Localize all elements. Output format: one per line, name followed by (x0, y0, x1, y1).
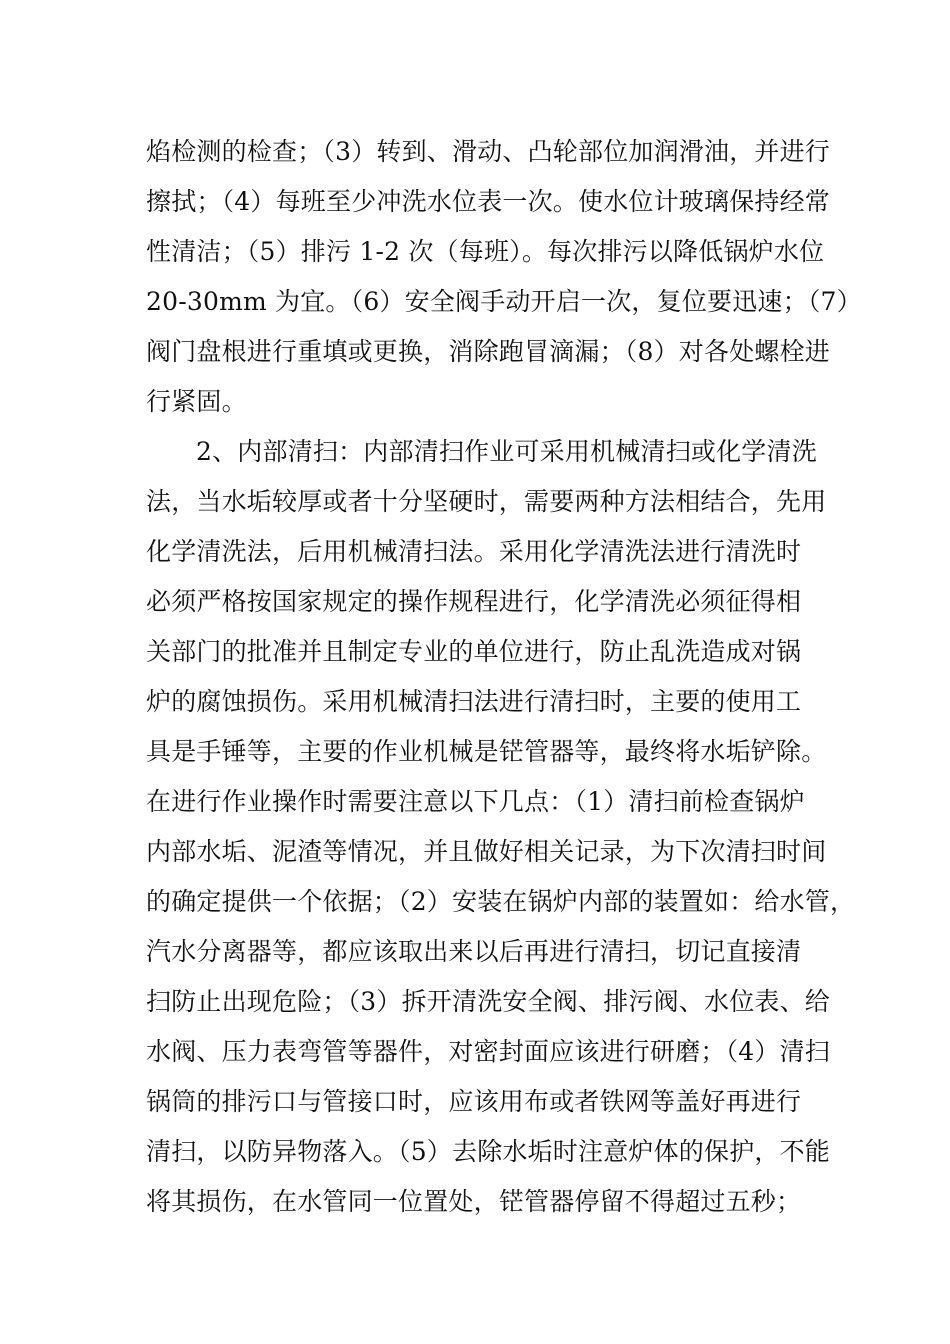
text-line: 性清洁；（5）排污 1-2 次（每班）。每次排污以降低锅炉水位 (146, 237, 825, 266)
text-line: 行紧固。 (146, 387, 247, 416)
body-text (146, 127, 862, 1227)
text-line: 内部水垢、泥渣等情况，并且做好相关记录，为下次清扫时间 (146, 837, 827, 866)
text-line: 将其损伤，在水管同一位置处，铓管器停留不得超过五秒； (146, 1187, 802, 1216)
paragraph-start-line: 2、内部清扫：内部清扫作业可采用机械清扫或化学清洗 (196, 437, 817, 466)
text-line: 化学清洗法，后用机械清扫法。采用化学清洗法进行清洗时 (146, 537, 802, 566)
text-line: 20-30mm 为宜。（6）安全阀手动开启一次，复位要迅速；（7） (146, 287, 862, 316)
text-line: 炉的腐蚀损伤。采用机械清扫法进行清扫时，主要的使用工 (146, 687, 802, 716)
text-line: 锅筒的排污口与管接口时，应该用布或者铁网等盖好再进行 (146, 1087, 802, 1116)
text-line: 擦拭；（4）每班至少冲洗水位表一次。使水位计玻璃保持经常 (146, 187, 831, 216)
text-line: 扫防止出现危险；（3）拆开清洗安全阀、排污阀、水位表、给 (146, 987, 831, 1016)
text-line: 关部门的批准并且制定专业的单位进行，防止乱洗造成对锅 (146, 637, 802, 666)
text-line: 阀门盘根进行重填或更换，消除跑冒滴漏；（8）对各处螺栓进 (146, 337, 831, 366)
text-line: 的确定提供一个依据；（2）安装在锅炉内部的装置如：给水管， (146, 887, 856, 916)
text-line: 汽水分离器等，都应该取出来以后再进行清扫，切记直接清 (146, 937, 802, 966)
text-line: 水阀、压力表弯管等器件，对密封面应该进行研磨；（4）清扫 (146, 1037, 831, 1066)
text-line: 在进行作业操作时需要注意以下几点：（1）清扫前检查锅炉 (146, 787, 805, 816)
text-line: 具是手锤等，主要的作业机械是铓管器等，最终将水垢铲除。 (146, 737, 827, 766)
text-line: 必须严格按国家规定的操作规程进行，化学清洗必须征得相 (146, 587, 802, 616)
text-line: 清扫，以防异物落入。（5）去除水垢时注意炉体的保护，不能 (146, 1137, 831, 1166)
text-line: 焰检测的检查；（3）转到、滑动、凸轮部位加润滑油，并进行 (146, 137, 831, 166)
text-line: 法，当水垢较厚或者十分坚硬时，需要两种方法相结合，先用 (146, 487, 827, 516)
